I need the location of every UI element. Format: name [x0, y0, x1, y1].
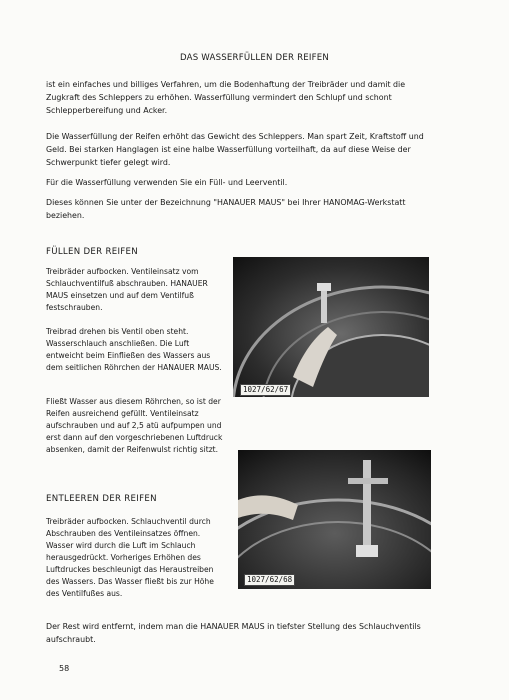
fill-step-2: Treibrad drehen bis Ventil oben steht. Wasserschlauch anschließen. Die Luft entweicht beim Einfließen des Wassers aus dem seitlichen Röhrchen der HANAUER MAUS. [46, 327, 222, 372]
fill-photo-caption: 1027/62/67 [240, 384, 291, 396]
intro-paragraph-4: Dieses können Sie unter der Bezeichnung "HANAUER MAUS" bei Ihrer HANOMAG-Werkstatt beziehen. [46, 198, 406, 220]
drain-valve-photo [238, 450, 431, 589]
intro-paragraph-1: ist ein einfaches und billiges Verfahren, um die Bodenhaftung der Treibräder und damit die Zugkraft des Schleppers zu erhöhen. Wasserfüllung vermindert den Schlupf und schont Schlepperbereifung und Acker. [46, 80, 406, 115]
fill-step-1: Treibräder aufbocken. Ventileinsatz vom Schlauchventilfuß abschrauben. HANAUER MAUS einsetzen und auf dem Ventilfuß festschrauben. [46, 267, 208, 312]
drain-heading: ENTLEEREN DER REIFEN [46, 494, 157, 504]
drain-paragraph: Treibräder aufbocken. Schlauchventil durch Abschrauben des Ventileinsatzes öffnen. Wasser wird durch die Luft im Schlauch herausgedrückt. Vorheriges Erhöhen des Luftdruckes beschleunigt das Heraustreiben des Wassers. Das Wasser fließt bis zur Höhe des Ventilfußes aus. [46, 517, 214, 598]
fill-step-3: Fließt Wasser aus diesem Röhrchen, so ist der Reifen ausreichend gefüllt. Ventileinsatz aufschrauben und auf 2,5 atü aufpumpen und erst dann auf den vorgeschriebenen Luftdruck absenken, damit der Reifenwulst richtig sitzt. [46, 397, 223, 454]
page-number: 58 [59, 664, 70, 673]
page-title: DAS WASSERFÜLLEN DER REIFEN [179, 53, 330, 63]
closing-paragraph: Der Rest wird entfernt, indem man die HANAUER MAUS in tiefster Stellung des Schlauchventils aufschraubt. [46, 622, 421, 644]
intro-paragraph-2: Die Wasserfüllung der Reifen erhöht das Gewicht des Schleppers. Man spart Zeit, Kraftstoff und Geld. Bei starken Hanglagen ist eine halbe Wasserfüllung vorteilhaft, da auf diese Weise der Schwerpunkt tiefer gelegt wird. [46, 132, 424, 167]
intro-paragraph-3: Für die Wasserfüllung verwenden Sie ein Füll- und Leerventil. [46, 178, 288, 187]
fill-heading: FÜLLEN DER REIFEN [46, 247, 138, 257]
drain-photo-caption: 1027/62/68 [244, 574, 295, 586]
fill-valve-photo [233, 257, 429, 397]
